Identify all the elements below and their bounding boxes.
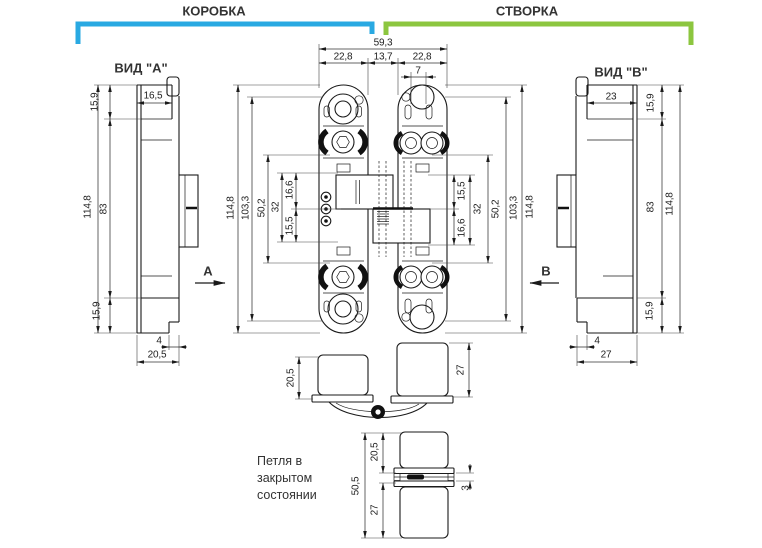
dim-front-right-lower: 16,6: [456, 218, 468, 238]
dim-open-cup-left: 20,5: [285, 368, 297, 388]
dim-front-left-body: 50,2: [256, 198, 268, 218]
dim-front-right-height: 114,8: [524, 195, 536, 219]
dim-front-left-arm: 32: [270, 201, 282, 213]
closed-caption-line2: закрытом: [257, 471, 313, 485]
view-a-profile: [137, 77, 198, 333]
dim-a-height: 114,8: [82, 195, 94, 219]
dim-front-right-body: 50,2: [490, 199, 502, 219]
dim-b-step: 4: [594, 335, 600, 347]
dim-front-total-width: 59,3: [373, 37, 393, 49]
section-label-korobka: КОРОБКА: [182, 3, 246, 19]
view-b-title: ВИД "В": [594, 64, 648, 80]
dim-front-pin-spacing: 7: [415, 65, 421, 77]
dim-front-right-arm: 32: [472, 203, 484, 215]
dim-b-inset-top: 23: [605, 91, 617, 103]
bracket-stvorka: [386, 24, 691, 45]
view-b-dimensions: [569, 85, 684, 366]
arrow-b-label: В: [541, 263, 551, 279]
dim-front-right-upper: 15,5: [456, 181, 468, 201]
dim-closed-cup-bottom: 27: [369, 504, 381, 516]
view-b-profile: [557, 77, 637, 333]
dim-b-body: 83: [645, 201, 657, 213]
dim-a-inset-top: 16,5: [143, 90, 163, 102]
dim-a-flange-top: 15,9: [89, 92, 101, 112]
dim-closed-gap: 3: [460, 485, 472, 491]
closed-caption-line1: Петля в: [257, 454, 303, 468]
dim-front-right-holes: 103,3: [508, 195, 520, 221]
dim-b-height: 114,8: [664, 192, 676, 216]
section-label-stvorka: СТВОРКА: [495, 3, 559, 19]
dim-front-left-upper: 16,6: [284, 180, 296, 200]
dim-front-left-height: 114,8: [225, 196, 237, 220]
dim-open-cup-right: 27: [455, 364, 467, 376]
dim-front-plate-left: 22,8: [333, 51, 353, 63]
arrow-a-label: А: [203, 263, 213, 279]
dim-b-flange-top: 15,9: [645, 93, 657, 113]
bracket-korobka: [78, 24, 372, 44]
dim-front-gap: 13,7: [373, 51, 393, 63]
dim-b-flange-bottom: 15,9: [644, 301, 656, 321]
dim-b-depth: 27: [600, 349, 612, 361]
closed-hinge-view: [394, 432, 454, 538]
dim-a-flange-bottom: 15,9: [91, 301, 103, 321]
dim-a-depth: 20,5: [147, 349, 167, 361]
dim-front-left-holes: 103,3: [240, 195, 252, 221]
closed-caption-line3: состоянии: [257, 488, 317, 502]
dim-a-step: 4: [156, 335, 162, 347]
dim-front-left-lower: 15,5: [284, 216, 296, 236]
dim-a-body: 83: [98, 203, 110, 215]
open-hinge-view: [312, 343, 453, 419]
dim-closed-cup-top: 20,5: [369, 442, 381, 462]
view-a-title: ВИД "А": [114, 60, 168, 76]
dim-front-plate-right: 22,8: [412, 51, 432, 63]
dim-closed-total: 50,5: [350, 476, 362, 496]
